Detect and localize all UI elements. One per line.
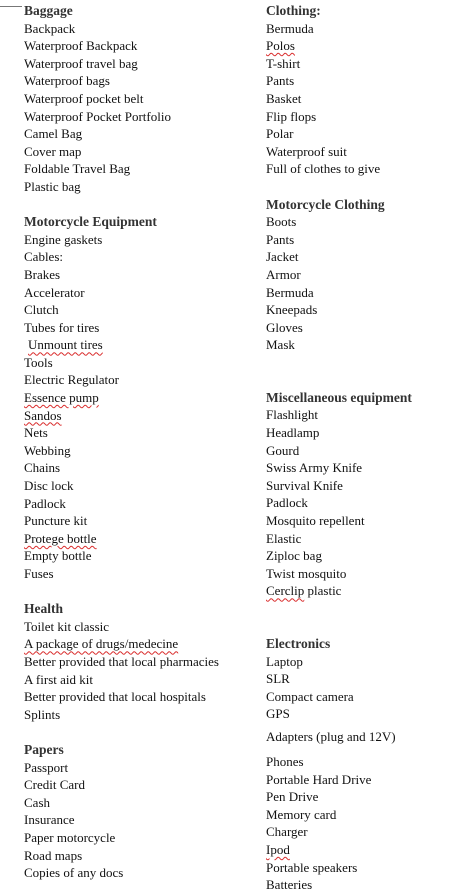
spacer — [266, 178, 461, 196]
list-item — [24, 389, 244, 407]
section-heading-clothing: Clothing: — [266, 3, 321, 18]
section-electronics — [266, 635, 461, 894]
list-item: GPS — [266, 706, 290, 722]
list-item: Ziploc bag — [266, 548, 322, 564]
list-item: Twist mosquito — [266, 565, 347, 581]
list-item: Nets — [24, 425, 48, 441]
list-item: Fuses — [24, 566, 54, 581]
section-heading-electronics: Electronics — [266, 636, 331, 651]
spacer — [266, 744, 461, 753]
list-item: SLR — [266, 671, 290, 687]
section-motorcycle-equipment — [24, 213, 244, 582]
list-item: Basket — [266, 90, 302, 106]
list-item: Passport — [24, 759, 69, 775]
spacer — [24, 583, 244, 601]
spellcheck-flagged-word: Essence pump — [24, 390, 99, 406]
spellcheck-flagged-word: A package of drugs/medecine — [24, 636, 179, 652]
list-item: Cerclip plastic — [266, 583, 342, 599]
section-heading-papers: Papers — [24, 741, 64, 757]
list-item — [24, 407, 244, 425]
list-item: Electric Regulator — [24, 372, 119, 388]
list-item — [24, 530, 244, 548]
list-item: Gourd — [266, 442, 300, 458]
section-heading-motorcycle-equipment: Motorcycle Equipment — [24, 214, 157, 230]
list-item: Compact camera — [266, 688, 354, 704]
spellcheck-flagged-word: Cerclip — [266, 583, 305, 599]
spacer — [24, 723, 244, 741]
list-item: Pen Drive — [266, 789, 319, 805]
list-item: Better provided that local pharmacies — [24, 653, 219, 669]
list-item — [24, 336, 244, 354]
list-item: Clutch — [24, 302, 59, 318]
list-item: Better provided that local hospitals — [24, 689, 206, 705]
list-item — [266, 841, 461, 859]
spellcheck-flagged-word: Protege bottle — [24, 530, 97, 546]
list-item: Phones — [266, 753, 304, 769]
list-item: Mask — [266, 337, 295, 353]
list-item — [266, 37, 461, 55]
section-heading-baggage: Baggage — [24, 3, 73, 18]
section-miscellaneous-equipment — [266, 389, 461, 600]
list-item: Toilet kit classic — [24, 618, 110, 634]
list-item: Swiss Army Knife — [266, 460, 363, 476]
spellcheck-flagged-word: Unmount tires — [28, 337, 103, 353]
list-item: Padlock — [24, 495, 66, 511]
list-item: Waterproof Pocket Portfolio — [24, 108, 171, 124]
list-item: Waterproof suit — [266, 143, 347, 159]
list-item: Survival Knife — [266, 477, 343, 493]
list-item — [24, 635, 244, 653]
list-item: Tools — [24, 354, 53, 370]
spacer — [266, 600, 461, 635]
list-item: Elastic — [266, 530, 302, 546]
list-item: Gloves — [266, 319, 303, 335]
list-item: Foldable Travel Bag — [24, 161, 131, 177]
list-item: Armor — [266, 266, 301, 282]
section-motorcycle-clothing — [266, 196, 461, 354]
list-item: Waterproof pocket belt — [24, 90, 144, 106]
list-item: Engine gaskets — [24, 231, 103, 247]
list-item: Pants — [266, 231, 295, 247]
list-item: Flashlight — [266, 407, 319, 423]
list-item: T-shirt — [266, 55, 301, 71]
list-item: Webbing — [24, 442, 71, 458]
list-item: Polar — [266, 126, 294, 142]
list-item: Jacket — [266, 249, 299, 265]
list-item: Disc lock — [24, 478, 74, 494]
list-item: Cash — [24, 794, 50, 810]
list-item: Plastic bag — [24, 178, 81, 194]
spellcheck-flagged-word: Polos — [266, 38, 295, 54]
list-item: Splints — [24, 706, 61, 722]
section-clothing — [266, 2, 461, 178]
list-item: Puncture kit — [24, 513, 88, 529]
section-baggage — [24, 2, 244, 196]
list-item: Road maps — [24, 847, 83, 863]
list-item: Adapters (plug and 12V) — [266, 728, 396, 744]
list-item: Camel Bag — [24, 126, 83, 142]
list-item: Mosquito repellent — [266, 513, 365, 529]
list-item: Bermuda — [266, 20, 314, 36]
list-item: Kneepads — [266, 302, 318, 318]
list-item: Waterproof Backpack — [24, 38, 138, 54]
list-item: Memory card — [266, 806, 337, 822]
page-corner-mark — [0, 0, 22, 7]
section-health — [24, 600, 244, 723]
list-item: Laptop — [266, 653, 303, 669]
list-item: Bermuda — [266, 284, 314, 300]
list-item: Headlamp — [266, 425, 320, 441]
section-heading-miscellaneous-equipment: Miscellaneous equipment — [266, 389, 412, 405]
right-column — [266, 2, 461, 894]
list-item: Waterproof travel bag — [24, 55, 138, 71]
list-item: Pants — [266, 73, 295, 89]
list-item: Boots — [266, 214, 297, 230]
section-papers — [24, 741, 244, 882]
list-item: Waterproof bags — [24, 73, 110, 89]
list-item: Accelerator — [24, 284, 85, 300]
list-item: Credit Card — [24, 777, 86, 793]
list-item: Empty bottle — [24, 548, 92, 564]
section-heading-health: Health — [24, 601, 63, 617]
list-item: Charger — [266, 824, 308, 840]
list-item: Flip flops — [266, 108, 317, 124]
list-item: A first aid kit — [24, 671, 93, 687]
list-item: Brakes — [24, 266, 61, 282]
list-item: Full of clothes to give — [266, 161, 381, 177]
list-item: Tubes for tires — [24, 319, 100, 335]
list-item: Cables: — [24, 249, 63, 265]
list-item: Insurance — [24, 812, 75, 828]
spellcheck-flagged-word: Ipod — [266, 841, 290, 857]
spacer — [24, 196, 244, 214]
left-column — [24, 2, 244, 882]
list-item: Copies of any docs — [24, 865, 124, 881]
list-item: Padlock — [266, 495, 308, 511]
list-item: Cover map — [24, 143, 82, 159]
list-item: Portable speakers — [266, 859, 358, 875]
spacer — [266, 354, 461, 389]
list-item: Backpack — [24, 20, 76, 36]
list-item: Portable Hard Drive — [266, 771, 372, 787]
section-heading-motorcycle-clothing: Motorcycle Clothing — [266, 196, 385, 212]
list-item: Batteries — [266, 877, 313, 893]
list-item: Chains — [24, 460, 61, 476]
list-item: Paper motorcycle — [24, 829, 116, 845]
spellcheck-flagged-word: Sandos — [24, 407, 62, 423]
